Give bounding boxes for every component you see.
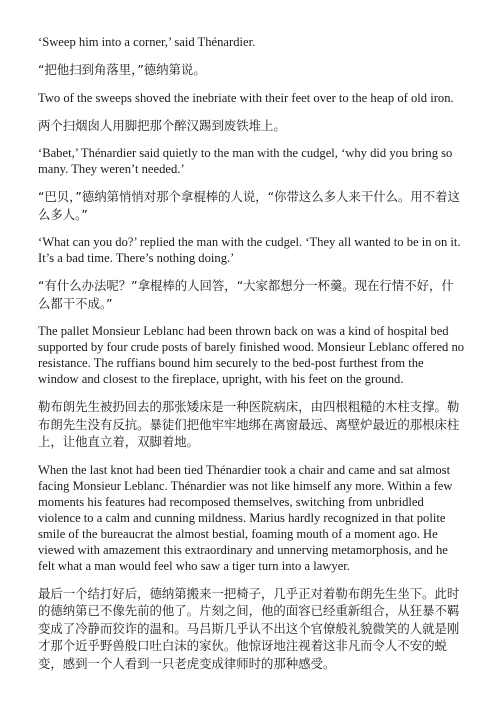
paragraph-zh-5: 勒布朗先生被扔回去的那张矮床是一种医院病床，由四根粗糙的木柱支撑。勒布朗先生没有反抗。暴徒们把他牢牢地绑在离窗最远、离壁炉最近的那根床柱上，让他直立着，双脚着地。 (38, 399, 460, 449)
paragraph-zh-4: “有什么办法呢？”拿棍棒的人回答，“大家都想分一杯羹。现在行情不好，什么都干不成。” (38, 278, 454, 311)
paragraph-zh-6: 最后一个结打好后，德纳第搬来一把椅子，几乎正对着勒布朗先生坐下。此时的德纳第已不像先前的他了。片刻之间，他的面容已经重新组合，从狂暴不羁变成了冷静而狡诈的温和。马吕斯几乎认不出这个官僚般礼貌微笑的人就是刚才那个近乎野兽般口吐白沫的家伙。他惊讶地注视着这非凡而令人不安的蜕变，感到一个人看到一只老虎变成律师时的那种感受。 (38, 585, 460, 671)
paragraph-en-3: ‘Babet,’ Thénardier said quietly to the man with the cudgel, ‘why did you bring so many. They weren’t needed.’ (38, 146, 453, 176)
paragraph-zh-2: 两个扫烟囱人用脚把那个醉汉踢到废铁堆上。 (38, 117, 286, 133)
paragraph-zh-3: “巴贝，”德纳第悄悄对那个拿棍棒的人说，“你带这么多人来干什么。用不着这么多人。” (38, 189, 460, 222)
paragraph-en-4: ‘What can you do?’ replied the man with the cudgel. ‘They all wanted to be in on it. It’s a bad time. There’s nothing doing.’ (38, 235, 461, 265)
paragraph-en-5: The pallet Monsieur Leblanc had been thrown back on was a kind of hospital bed supported by four crude posts of barely finished wood. Monsieur Leblanc offered no resistance. The ruffians bound him securely to the bed-post furthest from the window and closest to the fireplace, upright, with his feet on the ground. (38, 324, 465, 386)
paragraph-en-6: When the last knot had been tied Thénardier took a chair and came and sat almost facing Monsieur Leblanc. Thénardier was not like himself any more. Within a few moments his features had recomposed themselves, switching from unbridled violence to a calm and cunning mildness. Marius hardly recognized in that polite smile of the bureaucrat the almost bestial, foaming mouth of a moment ago. He viewed with amazement this extraordinary and unnerving metamorphosis, and he felt what a man would feel who saw a tiger turn into a lawyer. (38, 462, 453, 573)
document-page (38, 34, 466, 683)
paragraph-en-2: Two of the sweeps shoved the inebriate with their feet over to the heap of old iron. (38, 90, 454, 105)
paragraph-zh-1: “把他扫到角落里，”德纳第说。 (38, 62, 206, 77)
paragraph-en-1: ‘Sweep him into a corner,’ said Thénardier. (38, 35, 256, 49)
